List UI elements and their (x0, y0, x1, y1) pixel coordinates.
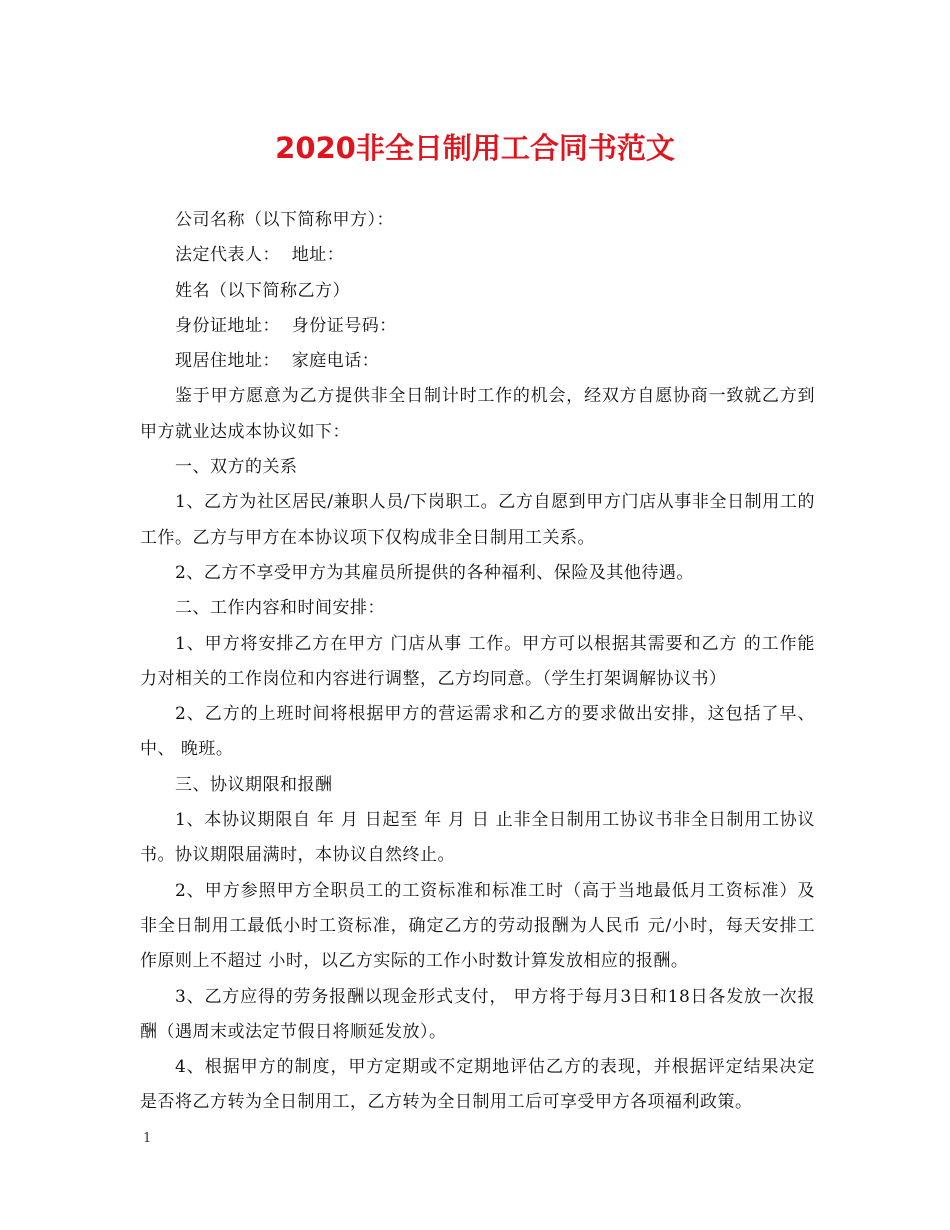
party-a-representative-address: 法定代表人： 地址： (175, 245, 345, 266)
preamble-paragraph: 鉴于甲方愿意为乙方提供非全日制计时工作的机会，经双方自愿协商一致就乙方到甲方就业达成本协议如下： (140, 386, 815, 442)
clause-3-3: 3、乙方应得的劳务报酬以现金形式支付， 甲方将于每月3日和18日各发放一次报酬（遇周末或法定节假日将顺延发放）。 (140, 986, 815, 1042)
clause-2-1: 1、甲方将安排乙方在甲方 门店从事 工作。甲方可以根据其需要和乙方 的工作能力对相关的工作岗位和内容进行调整，乙方均同意。（学生打架调解协议书） (140, 633, 815, 689)
section-heading-2: 二、工作内容和时间安排： (175, 598, 385, 619)
clause-3-1: 1、本协议期限自 年 月 日起至 年 月 日 止非全日制用工协议书非全日制用工协议书。协议期限届满时，本协议自然终止。 (140, 810, 815, 866)
document-body (140, 203, 815, 1121)
page-number: 1 (143, 1131, 152, 1146)
section-heading-3: 三、协议期限和报酬 (175, 774, 333, 795)
party-b-residence-phone: 现居住地址： 家庭电话： (175, 351, 380, 372)
clause-1-2: 2、乙方不享受甲方为其雇员所提供的各种福利、保险及其他待遇。 (175, 562, 694, 583)
party-a-company-name: 公司名称（以下简称甲方）： (175, 210, 394, 230)
party-b-name: 姓名（以下简称乙方） (175, 280, 350, 301)
clause-3-4: 4、根据甲方的制度，甲方定期或不定期地评估乙方的表现，并根据评定结果决定是否将乙方转为全日制用工，乙方转为全日制用工后可享受甲方各项福利政策。 (140, 1057, 815, 1113)
clause-1-1: 1、乙方为社区居民/兼职人员/下岗职工。乙方自愿到甲方门店从事非全日制用工的工作。乙方与甲方在本协议项下仅构成非全日制用工关系。 (140, 492, 815, 548)
section-heading-1: 一、双方的关系 (175, 457, 298, 478)
clause-3-2: 2、甲方参照甲方全职员工的工资标准和标准工时（高于当地最低月工资标准）及非全日制用工最低小时工资标准，确定乙方的劳动报酬为人民币 元/小时，每天安排工作原则上不超过 小时，以乙方实际的工作小时数计算发放相应的报酬。 (140, 880, 815, 972)
party-b-id-info: 身份证地址： 身份证号码： (175, 315, 397, 336)
clause-2-2: 2、乙方的上班时间将根据甲方的营运需求和乙方的要求做出安排，这包括了早、中、 晚班。 (140, 704, 815, 760)
document-title: 2020非全日制用工合同书范文 (275, 131, 675, 165)
